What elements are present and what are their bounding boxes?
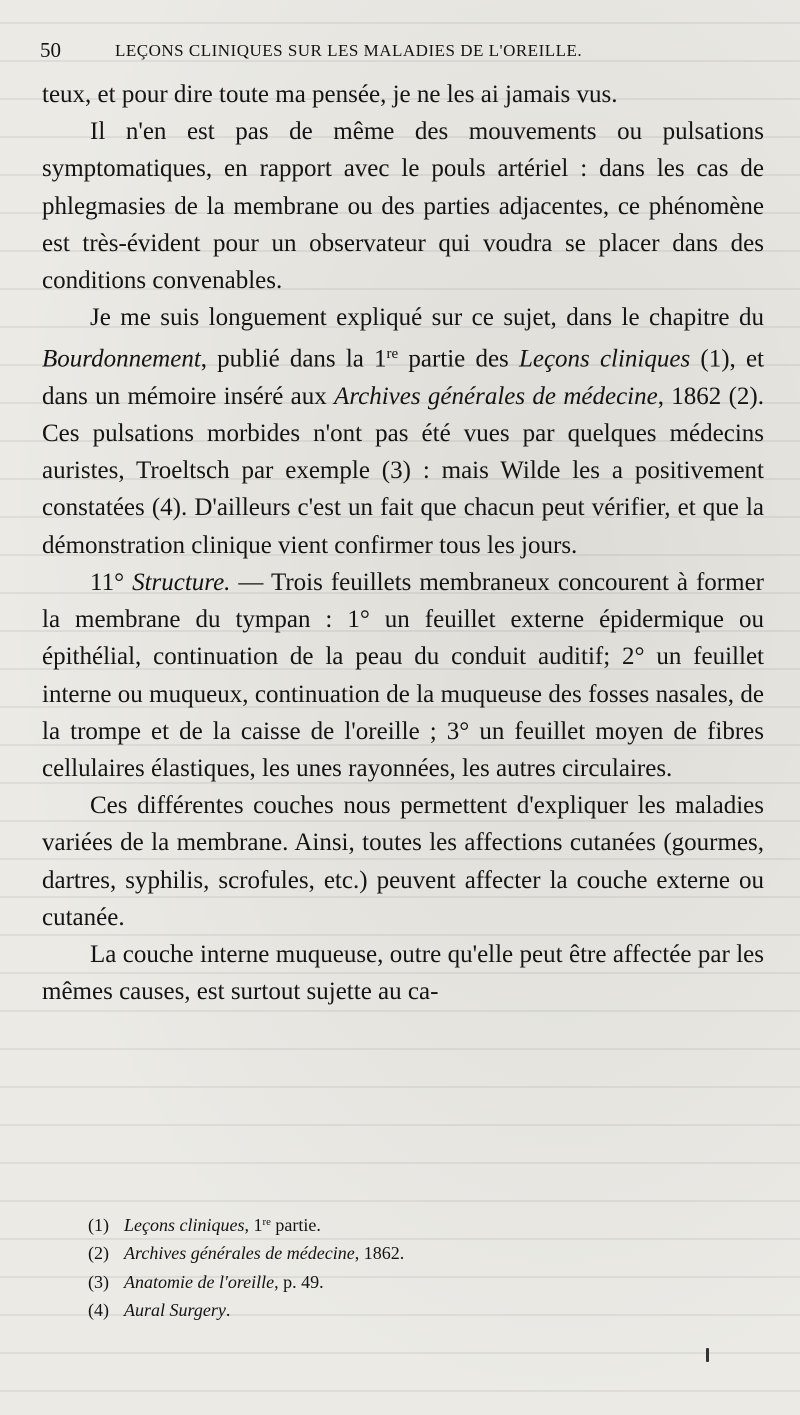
italic-text: Leçons cliniques [518,345,691,373]
text-run: Je me suis longuement expliqué sur ce sujet, dans le chapitre du [90,304,764,332]
paragraph: Ces différentes couches nous permettent d'expliquer les maladies variées de la membrane. Ainsi, toutes les affections cutanées (gourmes, dartres, syphilis, scrofules, etc.) peuvent affecter la couche externe ou cutanée. [42,792,764,931]
footnote-number: (1) [88,1214,109,1235]
paragraph: Il n'en est pas de même des mouvements ou pulsations symptomatiques, en rapport avec le pouls artériel : dans les cas de phlegmasies de la membrane ou des parties adjacentes, ce phénomène est très-évident pour un observateur qui voudra se placer dans des conditions convenables. [42,118,764,295]
page-number: 50 [40,38,61,62]
text-run: , 1862 (2). Ces pulsations morbides n'ont pas été vues par quelques médecins auristes, Troeltsch par exemple (3) : mais Wilde les a positivement constatées (4). D'ailleurs c'est un fait que chacun peut vérifier, et que la démonstration clinique vient confirmer tous les jours. [42,382,764,559]
text-run: , 1862. [354,1243,405,1264]
italic-text: Leçons cliniques [124,1214,245,1235]
footnote-number: (3) [88,1271,109,1292]
footnote [88,1296,748,1325]
footnote [88,1208,748,1239]
text-run: . [225,1300,231,1321]
paragraph: La couche interne muqueuse, outre qu'elle peut être affectée par les mêmes causes, est surtout sujette au ca- [42,940,764,1006]
footnote-number: (2) [88,1243,109,1264]
page-header [40,38,760,68]
italic-text: Archives générales de médecine [124,1243,355,1264]
superscript: re [262,1216,271,1228]
italic-text: Bourdonnement [42,345,201,373]
text-run: (1), et dans un mémoire inséré aux [42,345,764,410]
italic-text: Structure. [132,568,231,596]
running-title: LEÇONS CLINIQUES SUR LES MALADIES DE L'OREILLE. [115,41,583,60]
text-run: — Trois feuillets membraneux concourent à former la membrane du tympan : 1° un feuillet externe épidermique ou épithélial, continuation de la peau du conduit auditif; 2° un feuillet interne ou muqueux, continuation de la muqueuse des fosses nasales, de la trompe et de la caisse de l'oreille ; 3° un feuillet moyen de fibres cellulaires élastiques, les unes rayonnées, les autres circulaires. [42,568,764,782]
text-run: partie. [270,1214,321,1235]
paragraph: teux, et pour dire toute ma pensée, je ne les ai jamais vus. [42,81,618,108]
text-run: , p. 49. [274,1271,324,1292]
footnote [88,1239,748,1268]
body-text [42,76,764,1010]
superscript: re [386,346,399,363]
paragraph [42,299,764,564]
paragraph [42,564,764,787]
footnote-number: (4) [88,1300,109,1321]
italic-text: Archives générales de médecine [334,382,658,410]
footnote [88,1268,748,1297]
text-run: , 1 [244,1214,263,1235]
text-run: , publié dans la 1 [200,345,387,373]
print-speck [706,1348,709,1362]
text-run: partie des [398,345,519,373]
italic-text: Anatomie de l'oreille [124,1271,275,1292]
text-run: 11° [90,568,133,596]
italic-text: Aural Surgery [124,1300,226,1321]
footnotes [88,1208,748,1325]
